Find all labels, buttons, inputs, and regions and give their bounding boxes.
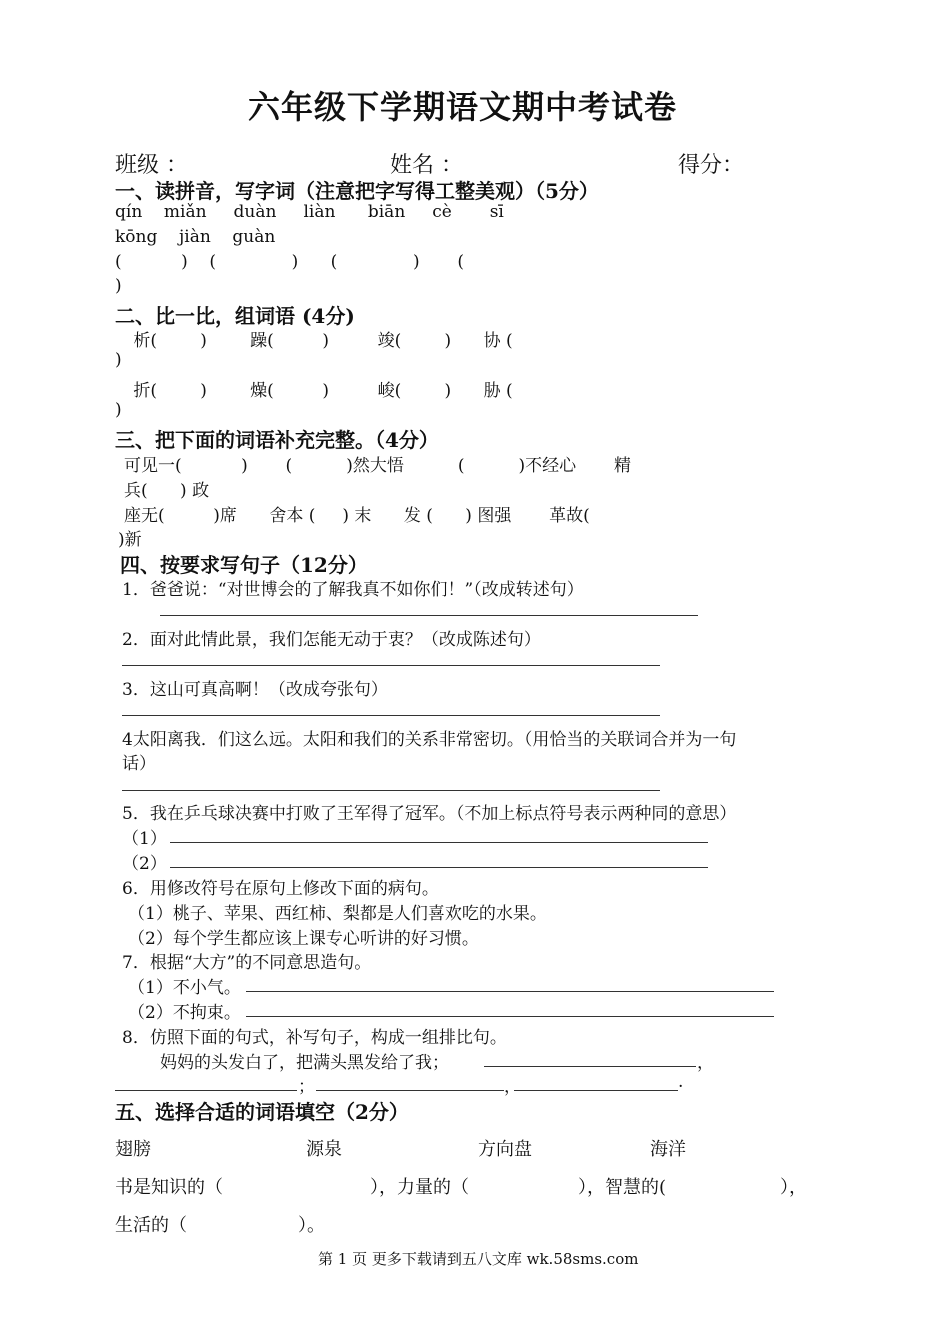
idiom-row-4: )新 bbox=[118, 530, 142, 550]
fill-line-1-d: ）， bbox=[780, 1177, 807, 1198]
word-option: 方向盘 bbox=[478, 1139, 532, 1160]
answer-line-8c[interactable] bbox=[316, 1090, 504, 1091]
question-8-example: 妈妈的头发白了，把满头黑发给了我； bbox=[160, 1053, 449, 1073]
q8-comma: ， bbox=[697, 1053, 714, 1073]
question-5-a-label: （1） bbox=[122, 829, 167, 849]
compare-row-2: 折( ) 燥( ) 峻( ) 胁 ( bbox=[128, 381, 513, 401]
idiom-row-1: 可见一( ) ( )然大悟 ( )不经心 精 bbox=[124, 456, 632, 476]
question-4-line-1: 4太阳离我．们这么远。太阳和我们的关系非常密切。（用恰当的关联词合并为一句 bbox=[122, 730, 737, 750]
answer-line-1[interactable] bbox=[160, 615, 698, 616]
word-option: 海洋 bbox=[650, 1139, 686, 1160]
page-footer: 第 1 页 更多下载请到五八文库 wk.58sms.com bbox=[318, 1250, 639, 1268]
question-5: 5．我在乒乓球决赛中打败了王军得了冠军。（不加上标点符号表示两种同的意思） bbox=[122, 804, 737, 824]
question-7-a: （1）不小气。 bbox=[128, 978, 241, 998]
question-7: 7．根据“大方”的不同意思造句。 bbox=[122, 953, 372, 973]
class-label: 班级 ： bbox=[115, 153, 188, 178]
idiom-row-3: 座无( )席 舍本 ( ) 末 发 ( ) 图强 革故( bbox=[124, 506, 590, 526]
question-6: 6．用修改符号在原句上修改下面的病句。 bbox=[122, 879, 439, 899]
section4-heading: 四、按要求写句子（12分） bbox=[120, 553, 368, 577]
bracket-row: ( ) ( ) ( ) ( bbox=[115, 252, 465, 272]
question-4-line-2: 话） bbox=[122, 754, 156, 774]
question-3: 3．这山可真高啊！（改成夸张句） bbox=[122, 680, 388, 700]
section5-heading: 五、选择合适的词语填空（2分） bbox=[115, 1100, 409, 1124]
pinyin-row-2: kōng jiàn guàn bbox=[115, 227, 276, 247]
page-title: 六年级下学期语文期中考试卷 bbox=[248, 88, 678, 126]
section3-heading: 三、把下面的词语补充完整。（4分） bbox=[115, 428, 439, 452]
q8-semicolon: ； bbox=[298, 1077, 315, 1097]
question-6-a: （1）桃子、苹果、西红柿、梨都是人们喜欢吃的水果。 bbox=[128, 904, 547, 924]
answer-line-4[interactable] bbox=[122, 790, 660, 791]
word-option: 翅膀 bbox=[115, 1139, 151, 1160]
compare-row-1: 析( ) 躁( ) 竣( ) 协 ( bbox=[128, 331, 513, 351]
question-8: 8．仿照下面的句式，补写句子，构成一组排比句。 bbox=[122, 1028, 507, 1048]
compare-row-2-tail: ) bbox=[115, 400, 122, 420]
answer-line-5a[interactable] bbox=[170, 842, 708, 843]
question-6-b: （2）每个学生都应该上课专心听讲的好习惯。 bbox=[128, 929, 479, 949]
question-2: 2．面对此情此景，我们怎能无动于衷？（改成陈述句） bbox=[122, 630, 541, 650]
fill-line-2-a: 生活的（ bbox=[115, 1215, 187, 1236]
answer-line-2[interactable] bbox=[122, 665, 660, 666]
answer-line-7b[interactable] bbox=[246, 1016, 774, 1017]
answer-line-8b[interactable] bbox=[115, 1090, 297, 1091]
section1-heading: 一、读拼音，写字词（注意把字写得工整美观）（5分） bbox=[115, 179, 599, 203]
answer-line-5b[interactable] bbox=[170, 867, 708, 868]
q8-period: . bbox=[678, 1072, 684, 1092]
answer-line-7a[interactable] bbox=[246, 991, 774, 992]
answer-line-3[interactable] bbox=[122, 715, 660, 716]
score-label: 得分： bbox=[678, 153, 745, 178]
idiom-row-2: 兵( ) 政 bbox=[124, 481, 210, 501]
question-5-b-label: （2） bbox=[122, 854, 167, 874]
answer-line-8a[interactable] bbox=[484, 1066, 696, 1067]
fill-line-2-b: ）。 bbox=[298, 1215, 325, 1236]
fill-line-1-c: ），智慧的( bbox=[578, 1177, 667, 1198]
bracket-tail: ) bbox=[115, 276, 122, 296]
name-label: 姓名 ： bbox=[390, 153, 463, 178]
q8-comma-2: ， bbox=[504, 1077, 521, 1097]
pinyin-row-1: qín miǎn duàn liàn biān cè sī bbox=[115, 202, 504, 222]
compare-row-1-tail: ) bbox=[115, 350, 122, 370]
fill-line-1-a: 书是知识的（ bbox=[115, 1177, 223, 1198]
question-1: 1．爸爸说：“对世博会的了解我真不如你们！”（改成转述句） bbox=[122, 580, 584, 600]
question-7-b: （2）不拘束。 bbox=[128, 1003, 241, 1023]
word-option: 源泉 bbox=[306, 1139, 342, 1160]
section2-heading: 二、比一比，组词语 (4分) bbox=[115, 304, 355, 328]
answer-line-8d[interactable] bbox=[514, 1090, 678, 1091]
fill-line-1-b: ），力量的（ bbox=[370, 1177, 469, 1198]
